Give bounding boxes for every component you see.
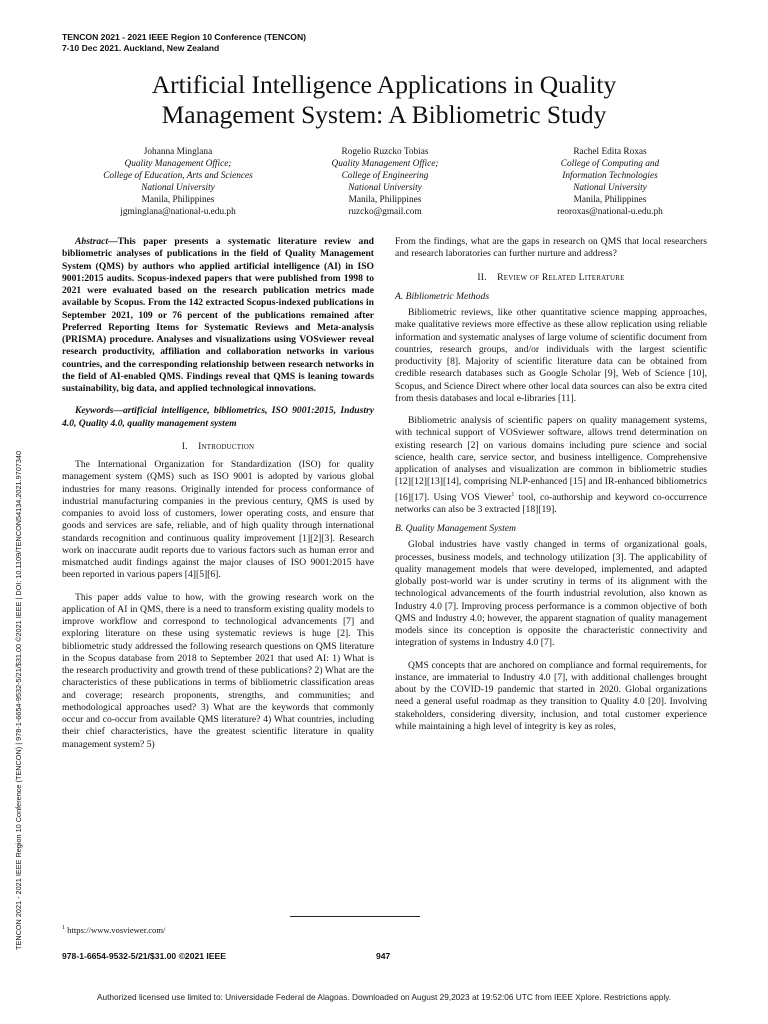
paragraph: Bibliometric reviews, like other quantitative science mapping approaches, make qualitative reviews more effective as these allow replication using reliable information and systematic analyses of large volume of scientific document from countries, research groups, and/or individuals with the largest scientific productivity [8]. Majority of scientific literature data can be obtained from credible research databases such as Google Scholar [9], Web of Science [10], Scopus, and Science Direct where other local data sources can also be extra cited from thesis databases and local e-libraries [11]. (395, 307, 707, 404)
author-affiliation: Quality Management Office; (124, 159, 232, 169)
paragraph: Global industries have vastly changed in terms of organizational goals, processes, business models, and technology utilization [3]. The applicability of quality management models that were developed, implemented, and adapted globally post-world war is under scrutiny in terms of its alignment with the technological advancements of the fourth industrial revolution, also known as Industry 4.0 [7]. Improving process performance is a common objective of both QMS and Industry 4.0; however, the apparent stagnation of quality management models since its conception is opposite the characteristic connectivity and integration of systems in Industry 4.0 [7]. (395, 539, 707, 649)
author-block (275, 146, 495, 218)
subsection-heading: A. Bibliometric Methods (395, 290, 490, 302)
footnote-divider (290, 916, 420, 917)
paragraph: This paper adds value to how, with the growing research work on the application of AI in QMS, there is a need to transform existing quality models to improve workflow and correspond to technological advancements [7] and exploring literature on these using systematic reviews is huge [2]. This bibliometric study addressed the following research questions on QMS literature in the Scopus database from 2018 to September 2021 that used AI: 1) What is the research productivity and growth trend of these publications? 2) What are the characteristics of these publications in terms of bibliometric classification areas and coverage; research proponents, strengths, and communities; and methodological approaches used? 3) What are the keywords that commonly occur and co-occur from available QMS literature? 4) What countries, including their chief characteristics, have the greatest scientific literature in quality management system? 5) (62, 591, 374, 750)
section-heading-review (395, 272, 707, 284)
section-heading-introduction (62, 441, 374, 453)
paragraph: From the findings, what are the gaps in research on QMS that local researchers and research laboratories can further nurture and address? (395, 236, 707, 260)
section-title: Introduction (198, 440, 255, 452)
section-number: I. (181, 440, 188, 452)
abstract-text: —This paper presents a systematic literature review and bibliometric analyses of publications in the field of Quality Management System (QMS) by authors who applied artificial intelligence (AI) in ISO 9001:2015 audits. Scopus-indexed papers that were published from 1998 to 2021 were evaluated based on the research publication metrics made available by Scopus. From the 142 extracted Scopus-indexed publications in September 2021, 109 or 76 percent of the publications remained after Preferred Reporting Items for Systematic Reviews and Meta-analysis (PRISMA) procedure. Analyses and visualizations using VOSviewer reveal research productivity, affiliation and collaboration networks in various countries, and the corresponding relationship between research networks in the field of AI-enabled QMS. Findings reveal that QMS is leaning towards sustainability, big data, and applied technological innovations. (62, 236, 374, 394)
author-block (68, 146, 288, 218)
footnote-mark: 1 (62, 925, 65, 932)
author-email: ruzcko@gmail.com (348, 207, 422, 217)
footnote-mark: 1 (511, 491, 515, 498)
author-affiliation: National University (573, 183, 647, 193)
author-name: Rogelio Ruzcko Tobias (341, 147, 429, 157)
author-email: jgminglana@national-u.edu.ph (120, 207, 236, 217)
author-name: Rachel Edita Roxas (573, 147, 647, 157)
author-location: Manila, Philippines (573, 195, 647, 205)
author-affiliation: National University (348, 183, 422, 193)
keywords-text: —artificial intelligence, bibliometrics, ISO 9001:2015, Industry 4.0, Quality 4.0, quality management system (62, 405, 374, 429)
left-column (62, 236, 374, 751)
author-affiliation: Information Technologies (562, 171, 658, 181)
section-number: II. (477, 271, 487, 283)
abstract-label: Abstract (75, 236, 109, 247)
paragraph: The International Organization for Standardization (ISO) for quality management system (QMS) such as ISO 9001 is adopted by various global industries for many reasons. Originally intended for process conformance of industrial manufacturing companies in the previous century, QMS is used by companies to avoid loss of customers, lower operating costs, and ensure that goods and services are safe, reliable, and of high quality through international standards recognition and continuous quality improvement [1][2][3]. Research work on inaccurate audit reports due to various factors such as human error and mismatched audit findings against the major clauses of ISO 9001:2015 have been reported in various papers [4][5][6]. (62, 459, 374, 581)
paragraph: QMS concepts that are anchored on compliance and formal requirements, for instance, are immaterial to Industry 4.0 [7], with additional challenges brought about by the COVID-19 pandemic that started in 2020. Global organizations need a general useful roadmap as they transition to Quality 4.0 [20]. Involving stakeholders, considering diversity, inclusion, and total customer experience while maintaining a high level of integrity is key as roles, (395, 659, 707, 732)
paragraph-text: Bibliometric analysis of scientific papers on quality management systems, with technical support of VOSviewer software, allows trend determination on existing research [2] on various domains including pure science and social science, health care, service sector, and business intelligence. Comprehensive application of analyses and visualization are common in bibliometric studies [12][12][13][14], comprising NLP-enhanced [15] and IR-enhanced bibliometrics [16][17]. Using VOS Viewer (395, 415, 707, 503)
keywords (62, 405, 374, 430)
footnote (62, 925, 165, 935)
subsection-heading: B. Quality Management System (395, 523, 516, 535)
right-column (395, 236, 707, 733)
license-notice: Authorized licensed use limited to: Universidade Federal de Alagoas. Downloaded on August 29,2023 at 19:52:06 UTC from IEEE Xplore. Restrictions apply. (96, 992, 672, 1002)
section-title: Review of Related Literature (497, 271, 625, 283)
conference-line-1: TENCON 2021 - 2021 IEEE Region 10 Conference (TENCON) (62, 32, 307, 42)
conference-line-2: 7-10 Dec 2021. Auckland, New Zealand (62, 43, 220, 53)
author-affiliation: National University (141, 183, 215, 193)
author-affiliation: College of Computing and (560, 159, 660, 169)
title-line-2: Management System: A Bibliometric Study (161, 100, 607, 129)
isbn-line: 978-1-6654-9532-5/21/$31.00 ©2021 IEEE (62, 951, 227, 961)
author-affiliation: College of Education, Arts and Sciences (103, 171, 253, 181)
author-affiliation: College of Engineering (341, 171, 429, 181)
paragraph-text: tool, co-authorship and keyword co-occurrence networks can also be 3 extracted [18][19]. (395, 491, 707, 515)
abstract (62, 236, 374, 395)
author-name: Johanna Minglana (143, 147, 213, 157)
paragraph (395, 415, 707, 516)
author-location: Manila, Philippines (348, 195, 422, 205)
author-location: Manila, Philippines (141, 195, 215, 205)
page-number: 947 (376, 951, 391, 961)
side-identifier: TENCON 2021 - 2021 IEEE Region 10 Conference (TENCON) | 978-1-6654-9532-5/21/$31.00 ©2021 IEEE | DOI: 10.1109/TENCON54134.2021.9707340 (14, 450, 23, 950)
conference-header (62, 32, 306, 54)
footnote-link[interactable]: https://www.vosviewer.com/ (65, 925, 166, 935)
author-block (500, 146, 720, 218)
author-affiliation: Quality Management Office; (331, 159, 439, 169)
keywords-label: Keywords (75, 405, 114, 417)
paper-title (40, 70, 728, 130)
author-email: reoroxas@national-u.edu.ph (557, 207, 663, 217)
title-line-1: Artificial Intelligence Applications in Quality (151, 70, 617, 99)
